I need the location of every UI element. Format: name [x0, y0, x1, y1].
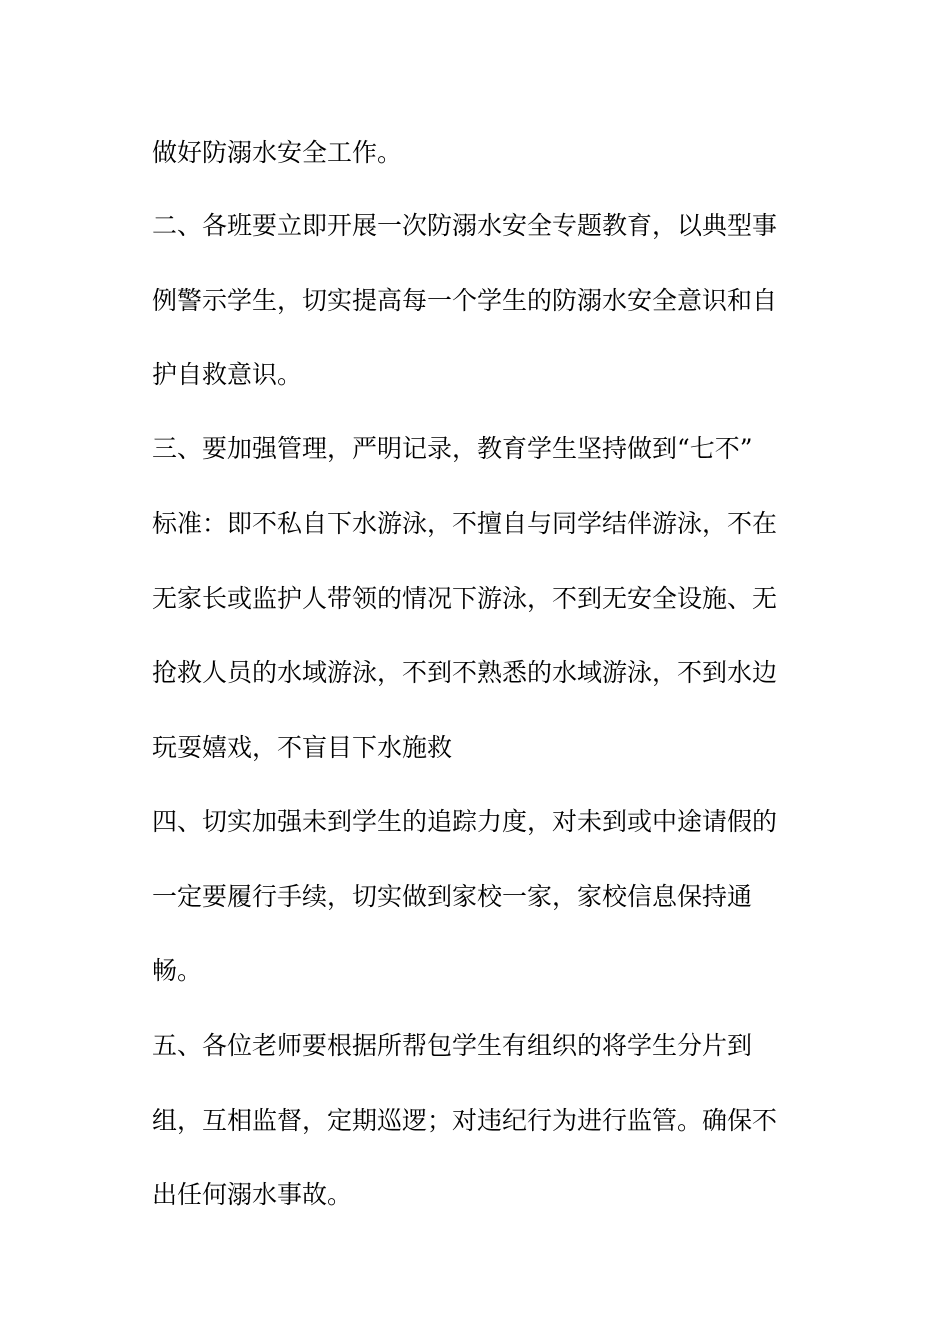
- text-line-13: 五、各位老师要根据所帮包学生有组织的将学生分片到: [152, 1031, 753, 1060]
- text-line-9: 玩耍嬉戏，不盲目下水施救: [152, 733, 453, 762]
- text-line-2: 二、各班要立即开展一次防溺水安全专题教育，以典型事: [152, 211, 778, 240]
- text-line-11: 一定要履行手续，切实做到家校一家，家校信息保持通: [152, 882, 753, 911]
- text-line-3: 例警示学生，切实提高每一个学生的防溺水安全意识和自: [152, 286, 778, 315]
- text-line-5: 三、要加强管理，严明记录，教育学生坚持做到“七不”: [152, 434, 753, 463]
- text-line-14: 组，互相监督，定期巡逻；对违纪行为进行监管。确保不: [152, 1106, 778, 1135]
- text-line-12: 畅。: [152, 956, 203, 985]
- text-line-15: 出任何溺水事故。: [152, 1180, 353, 1209]
- text-line-6: 标准：即不私自下水游泳，不擅自与同学结伴游泳，不在: [152, 509, 778, 538]
- text-line-7: 无家长或监护人带领的情况下游泳，不到无安全设施、无: [152, 584, 778, 613]
- text-line-10: 四、切实加强未到学生的追踪力度，对未到或中途请假的: [152, 807, 778, 836]
- text-line-8: 抢救人员的水域游泳，不到不熟悉的水域游泳，不到水边: [152, 658, 778, 687]
- text-line-1: 做好防溺水安全工作。: [152, 138, 403, 167]
- text-line-4: 护自救意识。: [152, 360, 303, 389]
